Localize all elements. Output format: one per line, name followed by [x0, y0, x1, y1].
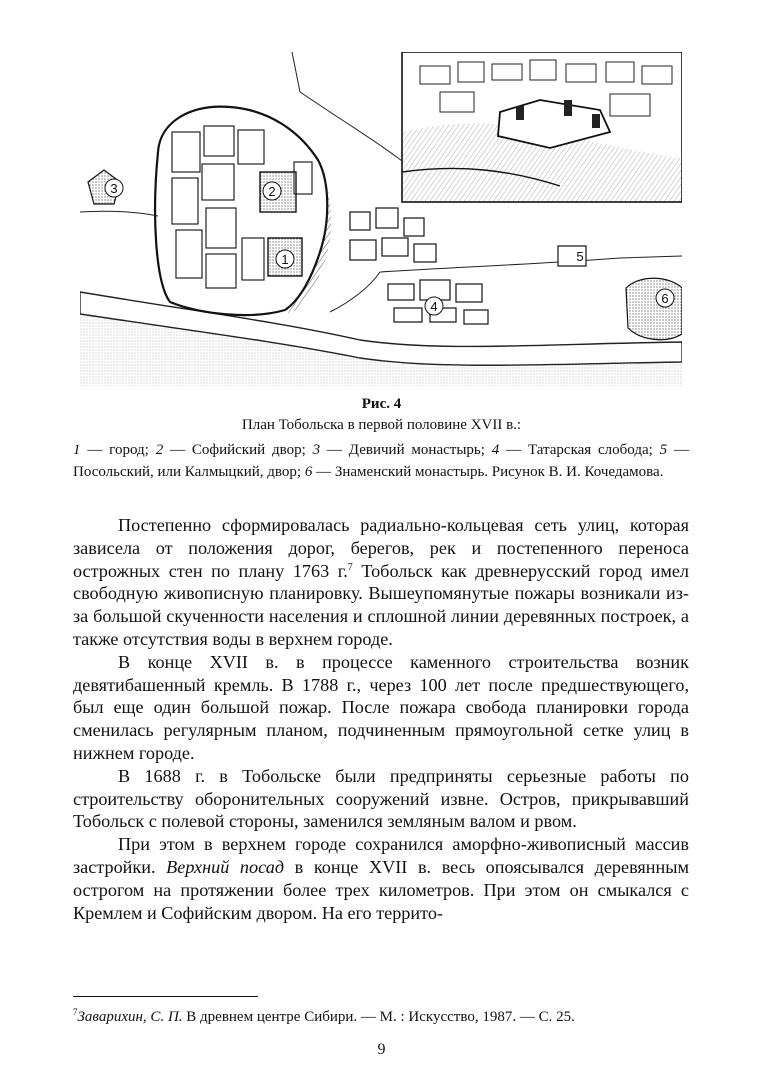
znamensky-monastery-site: [626, 278, 682, 339]
footnote-divider: [73, 996, 258, 997]
inset-view: [402, 52, 682, 202]
legend-number-3: 3: [312, 442, 321, 458]
figure-caption-subtitle: План Тобольска в первой половине XVII в.:: [241, 417, 522, 433]
paragraph-1-part-a: Постепенно сформировалась радиально-кольцевая сеть улиц, которая зависела от положения дорог, берегов, рек и постепенного переноса острожных стен по плану 1763 г.: [73, 515, 689, 581]
legend-text-5: — Посольский, или Калмыцкий, двор;: [73, 442, 690, 480]
legend-text-2: — Софийский двор;: [163, 442, 313, 458]
marker-2: 2: [268, 184, 276, 199]
legend-number-2: 2: [155, 442, 164, 458]
marker-3: 3: [110, 181, 118, 196]
marker-5: 5: [576, 249, 584, 264]
marker-4: 4: [430, 299, 438, 314]
marker-6: 6: [661, 291, 669, 306]
paragraph-4: [73, 833, 689, 924]
page-number: 9: [377, 1041, 386, 1058]
legend-number-4: 4: [491, 442, 500, 458]
body-text: [73, 514, 689, 924]
upper-town-outline: [155, 107, 327, 315]
paragraph-3: В 1688 г. в Тобольске были предприняты серьезные работы по строительству оборонительных сооружений извне. Остров, прикрывавший Тобольск с полевой стороны, заменился земляным валом и рвом.: [73, 765, 689, 832]
marker-1: 1: [281, 252, 289, 267]
tobolsk-plan-figure: [80, 52, 682, 386]
legend-text-6: — Знаменский монастырь. Рисунок В. И. Кочедамова.: [312, 463, 664, 480]
paragraph-1-part-b: Тобольск как древнерусский город имел свободную живописную планировку. Вышеупомянутые пожары возникали из-за большой скученности населения и сплошной линии деревянных построек, а также отсутствия воды в верхнем городе.: [73, 560, 690, 649]
paragraph-4-part-a: При этом в верхнем городе сохранился аморфно-живописный массив застройки.: [73, 834, 689, 877]
tobolsk-plan-map: [80, 52, 682, 386]
footnote: [73, 1002, 689, 1027]
legend-number-1: 1: [73, 442, 81, 458]
legend-text-4: — Татарская слобода;: [499, 442, 660, 458]
legend-number-6: 6: [304, 463, 313, 480]
footnote-number: 7: [73, 1007, 78, 1017]
figure-legend: [73, 440, 689, 483]
footnote-author: Заварихин, С. П.: [77, 1009, 183, 1025]
paragraph-4-italic: Верхний посад: [166, 856, 285, 877]
footnote-ref-7[interactable]: 7: [347, 561, 353, 573]
paragraph-2: В конце XVII в. в процессе каменного строительства возник девятибашенный кремль. В 1788 г., через 100 лет после предшествующего, был еще один большой пожар. После пожара свобода планировки города сменилась регулярным планом, подчиненным прямоугольной сетке улиц в нижнем городе.: [73, 651, 689, 763]
legend-number-5: 5: [659, 442, 668, 458]
legend-text-3: — Девичий монастырь;: [320, 442, 492, 458]
lower-town-blocks: [350, 208, 488, 324]
paragraph-4-part-b: в конце XVII в. весь опоясывался деревянным острогом на протяжении более трех километров. При этом он смыкался с Кремлем и Софийским двором. На его террито-: [73, 856, 689, 923]
footnote-text: В древнем центре Сибири. — М. : Искусство, 1987. — С. 25.: [182, 1009, 575, 1025]
figure-caption-title: Рис. 4: [361, 396, 402, 412]
legend-text-1: — город;: [80, 442, 156, 458]
paragraph-1: [73, 514, 689, 651]
